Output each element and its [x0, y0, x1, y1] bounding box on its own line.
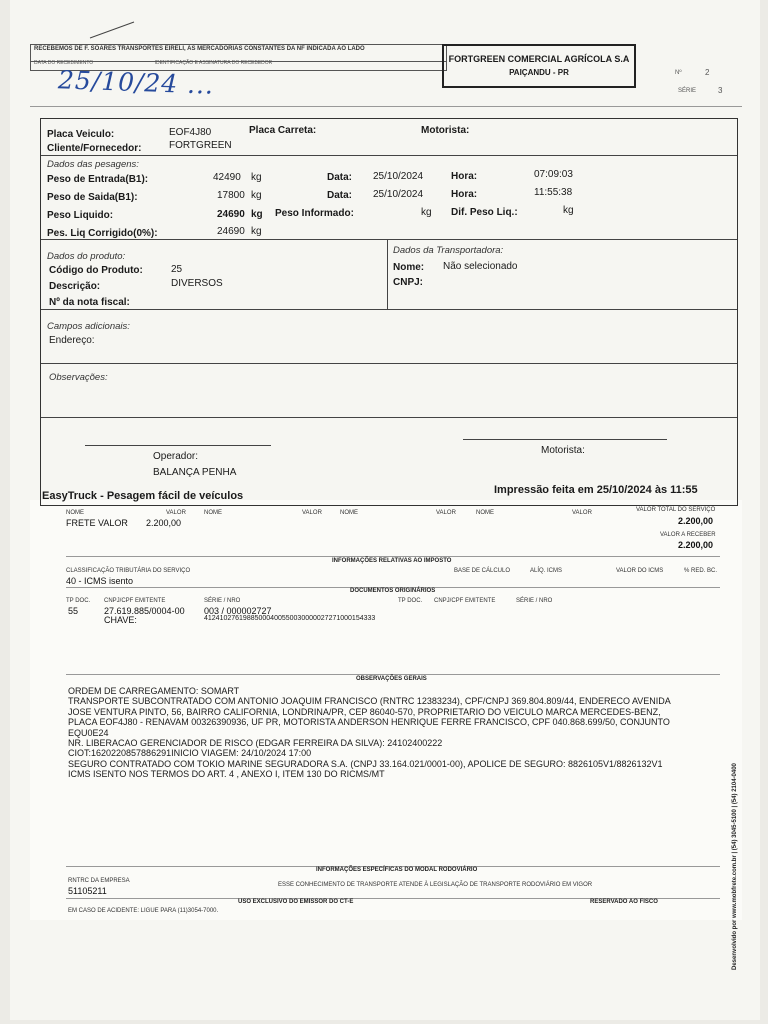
- obs-line: JOSE VENTURA PINTO, 56, BAIRRO CALIFORNIA, LONDRINA/PR, CEP 86040-570, PROPRIETARIO DO VEICULO MARCA MERCEDES-BENZ,: [68, 706, 661, 717]
- placa-veiculo-value: EOF4J80: [169, 127, 212, 138]
- chave-value: 41241027619885000400550030000027271000154333: [204, 615, 376, 622]
- kg-unit: kg: [251, 190, 262, 201]
- company-name: FORTGREEN COMERCIAL AGRÍCOLA S.A: [448, 54, 630, 64]
- data-label: Data:: [327, 190, 353, 201]
- impressao-text: Impressão feita em 25/10/2024 às 11:55: [494, 484, 698, 496]
- red-bc-label: % RED. BC.: [684, 568, 718, 574]
- valor-total: 2.200,00: [678, 516, 714, 526]
- acidente-text: EM CASO DE ACIDENTE: LIGUE PARA (11)3054-7000.: [68, 908, 219, 914]
- obs-line: NR. LIBERACAO GERENCIADOR DE RISCO (EDGAR FERREIRA DA SILVA): 24102400222: [68, 738, 443, 749]
- chave-label: CHAVE:: [104, 615, 137, 625]
- serie-nro-value: 003 / 000002727: [204, 606, 272, 616]
- cnpj-emit-value: 27.619.885/0004-00: [104, 606, 185, 616]
- weighing-ticket: [40, 118, 738, 506]
- peso-liquido-label: Peso Liquido:: [47, 210, 114, 221]
- cnpj-emit-label: CNPJ/CPF EMITENTE: [434, 598, 496, 604]
- hora-entrada: 07:09:03: [534, 169, 573, 180]
- operador-value: BALANÇA PENHA: [153, 467, 237, 478]
- pen-mark: [88, 18, 138, 40]
- cliente-label: Cliente/Fornecedor:: [47, 143, 142, 154]
- valor-receber-label: VALOR A RECEBER: [660, 532, 716, 538]
- placa-veiculo-label: Placa Veiculo:: [47, 129, 115, 140]
- obs-line: PLACA EOF4J80 - RENAVAM 00326390936, UF PR, MOTORISTA ANDERSON HENRIQUE FERRE FRANCISCO, CPF 040.868.699/50, CONJUNTO: [68, 717, 670, 728]
- hora-saida: 11:55:38: [534, 187, 573, 198]
- obs-line: SEGURO CONTRATADO COM TOKIO MARINE SEGURADORA S.A. (CNPJ 33.164.021/0001-00), APOLICE DE SEGURO: 8826105V1/8826132V1: [68, 758, 663, 769]
- kg-unit: kg: [251, 226, 262, 237]
- classif-label: CLASSIFICAÇÃO TRIBUTÁRIA DO SERVIÇO: [66, 568, 191, 574]
- base-calculo-label: BASE DE CÁLCULO: [454, 568, 511, 574]
- descricao-value: DIVERSOS: [171, 278, 223, 289]
- divider: [41, 363, 737, 364]
- valor-total-label: VALOR TOTAL DO SERVIÇO: [636, 507, 716, 513]
- comp-header-nome: NOME: [476, 510, 494, 516]
- codigo-value: 25: [171, 264, 183, 275]
- receipt-header: RECEBEMOS DE F. SOARES TRANSPORTES EIRELI, AS MERCADORIAS CONSTANTES DA NF INDICADA AO LADO: [30, 44, 447, 62]
- descricao-label: Descrição:: [49, 281, 101, 292]
- company-city: PAIÇANDU - PR: [509, 68, 569, 77]
- nome-label: Nome:: [393, 262, 425, 273]
- pesagens-section: Dados das pesagens:: [47, 159, 139, 170]
- divider: [66, 556, 720, 557]
- aliq-label: ALÍQ. ICMS: [530, 568, 563, 574]
- serie-nro-label: SÉRIE / NRO: [516, 598, 553, 604]
- comp-header-nome: NOME: [204, 510, 222, 516]
- nr-label: Nº: [675, 70, 682, 76]
- obs-line: ICMS ISENTO NOS TERMOS DO ART. 4 , ANEXO I, ITEM 130 DO RICMS/MT: [68, 769, 385, 780]
- peso-liquido-value: 24690: [217, 209, 245, 220]
- brand-text: EasyTruck - Pesagem fácil de veículos: [42, 490, 244, 502]
- transp-section: Dados da Transportadora:: [393, 245, 504, 256]
- reservado-fisco: RESERVADO AO FISCO: [590, 899, 658, 905]
- peso-saida-label: Peso de Saida(B1):: [47, 192, 138, 203]
- obs-line: CIOT:1620220857886291INICIO VIAGEM: 24/10/2024 17:00: [68, 748, 312, 759]
- classif-value: 40 - ICMS isento: [66, 576, 134, 586]
- data-saida: 25/10/2024: [373, 189, 424, 200]
- legislacao-text: ESSE CONHECIMENTO DE TRANSPORTE ATENDE À LEGISLAÇÃO DE TRANSPORTE RODOVIÁRIO EM VIGOR: [278, 882, 593, 888]
- rntrc-value: 51105211: [68, 886, 107, 896]
- observacoes-section: Observações:: [49, 372, 108, 383]
- obs-line: TRANSPORTE SUBCONTRATADO COM ANTONIO JOAQUIM FRANCISCO (RNTRC 12383234), CPF/CNPJ 369.804.809/44, ENDERECO AVENIDA: [68, 696, 671, 707]
- hora-label: Hora:: [451, 189, 478, 200]
- campos-section: Campos adicionais:: [47, 321, 130, 332]
- divider: [66, 674, 720, 675]
- codigo-label: Código do Produto:: [49, 265, 143, 276]
- cliente-value: FORTGREEN: [169, 140, 232, 151]
- tp-doc-value: 55: [68, 606, 79, 616]
- docs-title: DOCUMENTOS ORIGINÁRIOS: [350, 588, 436, 594]
- operador-label: Operador:: [153, 451, 199, 462]
- comp-header-valor: VALOR: [572, 510, 592, 516]
- serie-label: SÉRIE: [678, 88, 697, 94]
- tp-doc-label: TP DOC.: [398, 598, 423, 604]
- receipt-date-label: DATA DO RECEBIMENTO: [34, 60, 94, 66]
- produto-section: Dados do produto:: [47, 251, 126, 262]
- kg-unit: kg: [421, 207, 432, 218]
- endereco-label: Endereço:: [49, 335, 95, 346]
- comp-header-nome: NOME: [66, 510, 84, 516]
- peso-saida-value: 17800: [217, 190, 245, 201]
- handwritten-note: 25/10/24 ...: [57, 65, 215, 100]
- peso-informado-label: Peso Informado:: [275, 208, 354, 219]
- kg-unit: kg: [251, 172, 262, 183]
- vertical-credit: Desenvolvido por www.mobfrete.com.br | (54) 3045-5100 | (54) 2104-0400: [732, 763, 738, 970]
- company-box: [442, 44, 636, 88]
- nota-label: Nº da nota fiscal:: [49, 297, 130, 308]
- hora-label: Hora:: [451, 171, 478, 182]
- nr-value: 2: [705, 68, 710, 77]
- valor-receber: 2.200,00: [678, 540, 714, 550]
- comp-header-valor: VALOR: [302, 510, 322, 516]
- imposto-title: INFORMAÇÕES RELATIVAS AO IMPOSTO: [332, 558, 452, 564]
- obs-line: EQU0E24: [68, 727, 109, 738]
- motorista-sign-label: Motorista:: [541, 445, 585, 456]
- obs-line: ORDEM DE CARREGAMENTO: SOMART: [68, 686, 240, 696]
- divider: [41, 309, 737, 310]
- tp-doc-label: TP DOC.: [66, 598, 91, 604]
- motorista-label: Motorista:: [421, 125, 470, 136]
- kg-unit: kg: [251, 209, 263, 220]
- cnpj-emit-label: CNPJ/CPF EMITENTE: [104, 598, 166, 604]
- frete-nome: FRETE VALOR: [66, 518, 128, 528]
- frete-valor: 2.200,00: [146, 518, 182, 528]
- cnpj-label: CNPJ:: [393, 277, 424, 288]
- divider: [41, 239, 737, 240]
- obs-title: OBSERVAÇÕES GERAIS: [356, 676, 427, 682]
- ticket-footer: [40, 484, 736, 502]
- comp-header-nome: NOME: [340, 510, 358, 516]
- comp-header-valor: VALOR: [166, 510, 186, 516]
- dif-peso-label: Dif. Peso Liq.:: [451, 207, 518, 218]
- nome-value: Não selecionado: [443, 261, 518, 272]
- modal-title: INFORMAÇÕES ESPECÍFICAS DO MODAL RODOVIÁRIO: [316, 867, 478, 873]
- motorista-signature-line: [463, 439, 667, 440]
- uso-exclusivo: USO EXCLUSIVO DO EMISSOR DO CT-E: [238, 899, 354, 905]
- pes-liq-corr-value: 24690: [217, 226, 245, 237]
- obs-text: [68, 686, 728, 780]
- comp-header-valor: VALOR: [436, 510, 456, 516]
- peso-entrada-label: Peso de Entrada(B1):: [47, 174, 149, 185]
- data-entrada: 25/10/2024: [373, 171, 424, 182]
- serie-nro-label: SÉRIE / NRO: [204, 598, 241, 604]
- pes-liq-corr-label: Pes. Liq Corrigido(0%):: [47, 228, 158, 239]
- divider: [41, 417, 737, 418]
- valor-icms-label: VALOR DO ICMS: [616, 568, 664, 574]
- peso-entrada-value: 42490: [213, 172, 241, 183]
- data-label: Data:: [327, 172, 353, 183]
- divider: [41, 155, 737, 156]
- receipt-sign-label: IDENTIFICAÇÃO E ASSINATURA DO RECEBEDOR: [154, 60, 273, 66]
- column-divider: [387, 239, 388, 309]
- kg-unit: kg: [563, 205, 574, 216]
- serie-value: 3: [718, 86, 723, 95]
- operador-signature-line: [85, 445, 271, 446]
- rntrc-label: RNTRC DA EMPRESA: [68, 878, 130, 884]
- placa-carreta-label: Placa Carreta:: [249, 125, 317, 136]
